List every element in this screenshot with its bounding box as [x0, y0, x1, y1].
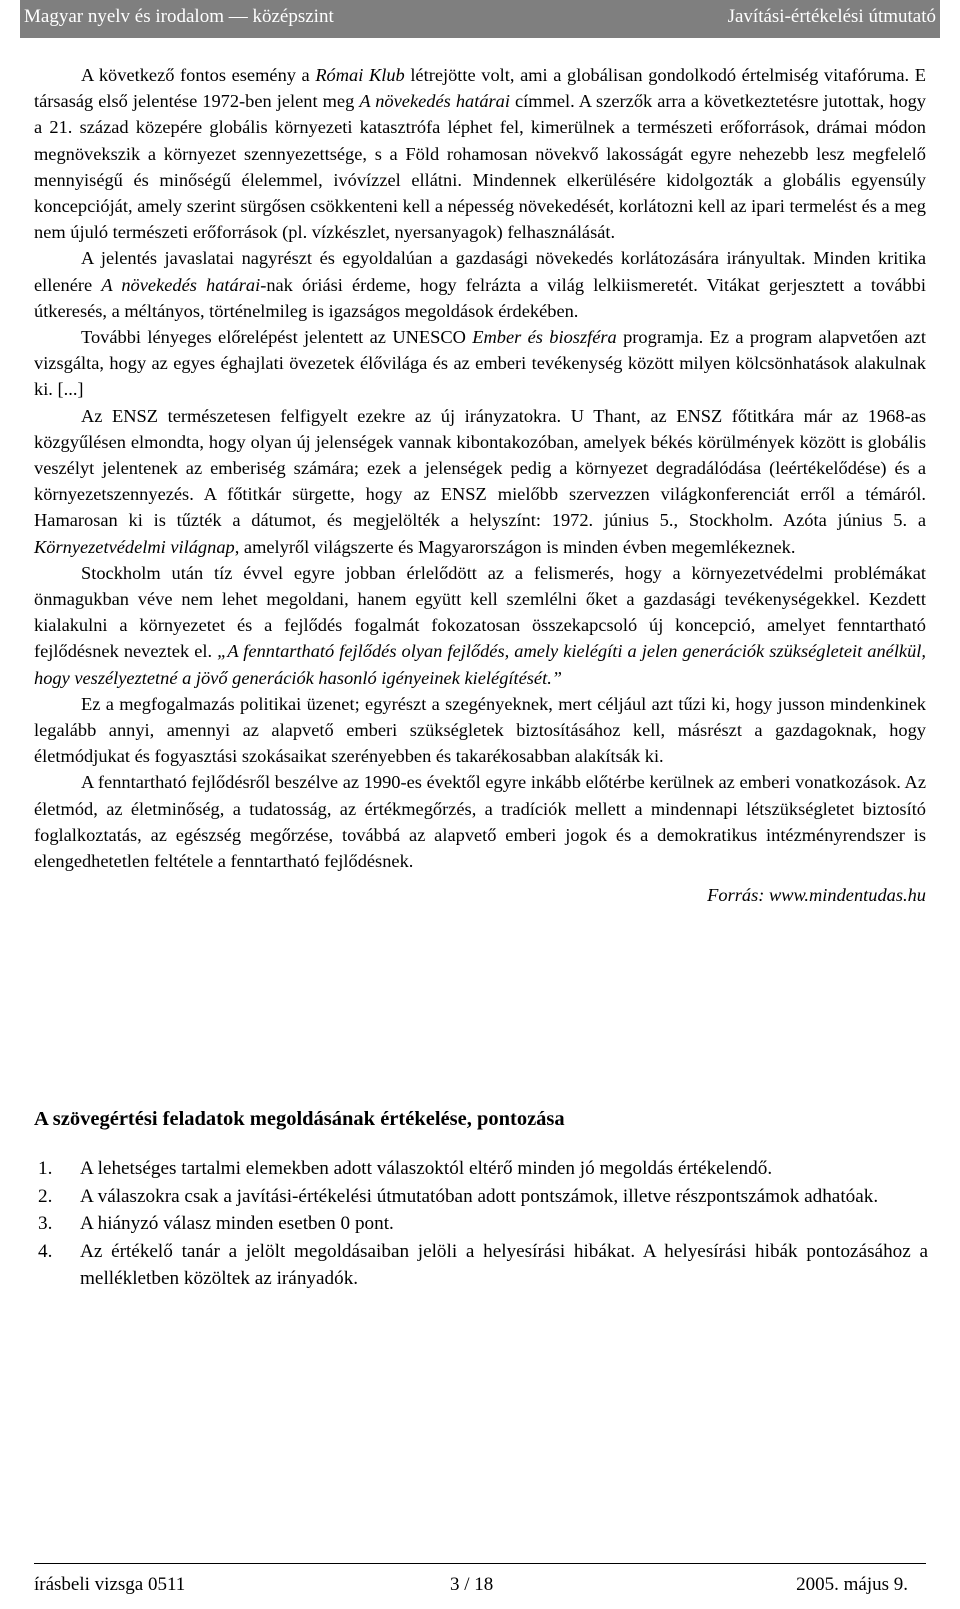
italic-title: Római Klub: [315, 65, 405, 85]
paragraph-6: Ez a megfogalmazás politikai üzenet; egyrészt a szegényeknek, mert céljául azt tűzi ki, hogy jusson mindenkinek legalább annyi, amennyi az alapvető emberi szükségletek biztosításához kell, másrészt a gazdagoknak, hogy életmódjukat és fogyasztási szokásaikat szerényebben és takarékosabban alakítsák ki.: [34, 693, 926, 767]
text-run: programja. Ez a program alapvetően azt vizsgálta, hogy az egyes éghajlati övezetek élővilága és az emberi tevékenység között milyen kölcsönhatások alakulnak ki. [...]: [34, 327, 926, 400]
list-item: [38, 1155, 928, 1183]
list-number: 4.: [38, 1240, 53, 1262]
text-run: Stockholm után tíz évvel egyre jobban érlelődött az a felismerés, hogy a környezetvédelmi problémákat önmagukban véve nem lehet megoldani, hanem együtt kell szemlélni őket a gazdasági tevékenységekkel. Kezdett kialakulni a környezetet és a fejlődés fogalmát fokozatosan összekapcsoló új koncepció, amelyet fenntartható fejlődésnek neveztek el.: [34, 562, 926, 662]
text-run: -nak óriási érdeme, hogy felrázta a világ lelkiismeretét. Vitákat gerjesztett a további útkeresés, a méltányos, történelmileg is igazságos megoldások érdekében.: [34, 274, 926, 321]
list-text: A lehetséges tartalmi elemekben adott válaszoktól eltérő minden jó megoldás értékelendő.: [80, 1158, 773, 1179]
text-run: További lényeges előrelépést jelentett az UNESCO: [81, 327, 473, 348]
paragraph-3: [34, 324, 926, 403]
rules-list: [38, 1155, 928, 1293]
text-run: A következő fontos esemény a: [81, 65, 316, 85]
footer-divider: [34, 1563, 926, 1564]
text-run: Az ENSZ természetesen felfigyelt ezekre az új irányzatokra. U Thant, az ENSZ főtitkára már az 1968-as közgyűlésen elmondta, hogy olyan új jelenségek vannak kibontakozóban, amelyek békés körülmények között is globális veszélyt jelentenek az emberiség számára; ezek a jelenségek pedig a környezet degradálódása (leértékelődése) és a környezetszennyezés. A főtitkár sürgette, hogy az ENSZ mielőbb szervezzen világkonferenciát erről a témáról. Hamarosan ki is tűzték a dátumot, és megjelölték a helyszínt: 1972. június 5., Stockholm. Azóta június 5. a: [34, 405, 926, 531]
footer-exam-code: írásbeli vizsga 0511: [34, 1574, 186, 1595]
footer-page-number: 3 / 18: [450, 1574, 494, 1595]
header-subject: Magyar nyelv és irodalom — középszint: [24, 6, 334, 27]
footer-date: 2005. május 9.: [796, 1574, 908, 1595]
text-run: , amelyről világszerte és Magyarországon is minden évben megemlékeznek.: [234, 536, 796, 557]
list-number: 3.: [38, 1213, 53, 1234]
page-header: [20, 0, 940, 38]
source-text: [34, 62, 926, 909]
list-text: A válaszokra csak a javítási-értékelési útmutatóban adott pontszámok, illetve részpontszámok adhatóak.: [80, 1185, 879, 1207]
list-text: A hiányzó válasz minden esetben 0 pont.: [80, 1213, 394, 1234]
section-title: A szövegértési feladatok megoldásának értékelése, pontozása: [34, 1108, 565, 1130]
italic-title: A növekedés határai: [101, 274, 261, 295]
paragraph-7: A fenntartható fejlődésről beszélve az 1990-es évektől egyre inkább előtérbe kerülnek az emberi vonatkozások. Az életmód, az életminőség, a tudatosság, az értékmegőrzés, a tradíciók mellett a mindennapi létszükségletet biztosító foglalkoztatás, az egészség megőrzése, továbbá az alapvető emberi jogok és a demokratikus intézményrendszer is elengedhetetlen feltétele a fenntartható fejlődésnek.: [34, 772, 926, 872]
list-item: [38, 1183, 928, 1211]
italic-quote: „A fenntartható fejlődés olyan fejlődés, amely kielégíti a jelen generációk szükségleteit anélkül, hogy veszélyeztetné a jövő generációk hasonló igényeinek kielégítését.”: [34, 641, 926, 688]
list-number: 2.: [38, 1185, 53, 1207]
italic-title: Környezetvédelmi világnap: [34, 536, 235, 557]
source-citation: Forrás: www.mindentudas.hu: [707, 885, 926, 906]
list-text: Az értékelő tanár a jelölt megoldásaiban jelöli a helyesírási hibákat. A helyesírási hibák pontozásához a mellékletben közöltek az irányadók.: [80, 1240, 928, 1289]
list-item: [38, 1210, 928, 1238]
text-run: létrejötte volt, ami a globálisan gondolkodó értelmiség vitafóruma. E társaság első jelentése 1972-ben jelent meg: [34, 65, 926, 112]
italic-title: A növekedés határai: [359, 91, 510, 112]
paragraph-1: [34, 62, 926, 245]
text-run: A jelentés javaslatai nagyrészt és egyoldalúan a gazdasági növekedés korlátozására irányultak. Minden kritika ellenére: [34, 248, 926, 295]
list-number: 1.: [38, 1158, 53, 1179]
header-doc-type: Javítási-értékelési útmutató: [727, 6, 936, 27]
italic-title: Ember és bioszféra: [472, 327, 617, 348]
list-item: [38, 1238, 928, 1293]
text-run: címmel. A szerzők arra a következtetésre jutottak, hogy a 21. század közepére globális környezeti katasztrófa léphet fel, kimerülnek a természeti erőforrások, drámai módon megnövekszik a környezet szennyezettsége, s a Föld rohamosan növekvő lakosságát egyre nehezebb lesz megfelelő mennyiségű és minőségű élelemmel, ivóvízzel ellátni. Mindennek elkerülésére kidolgozták a globális egyensúly koncepcióját, amely szerint sürgősen csökkenteni kell a népesség növekedését, korlátozni kell az ipari termelést és a meg nem újuló természeti erőforrások (pl. vízkészlet, nyersanyagok) felhasználását.: [34, 91, 927, 243]
paragraph-5: [34, 560, 926, 691]
paragraph-2: [34, 245, 926, 324]
paragraph-4: [34, 403, 926, 560]
